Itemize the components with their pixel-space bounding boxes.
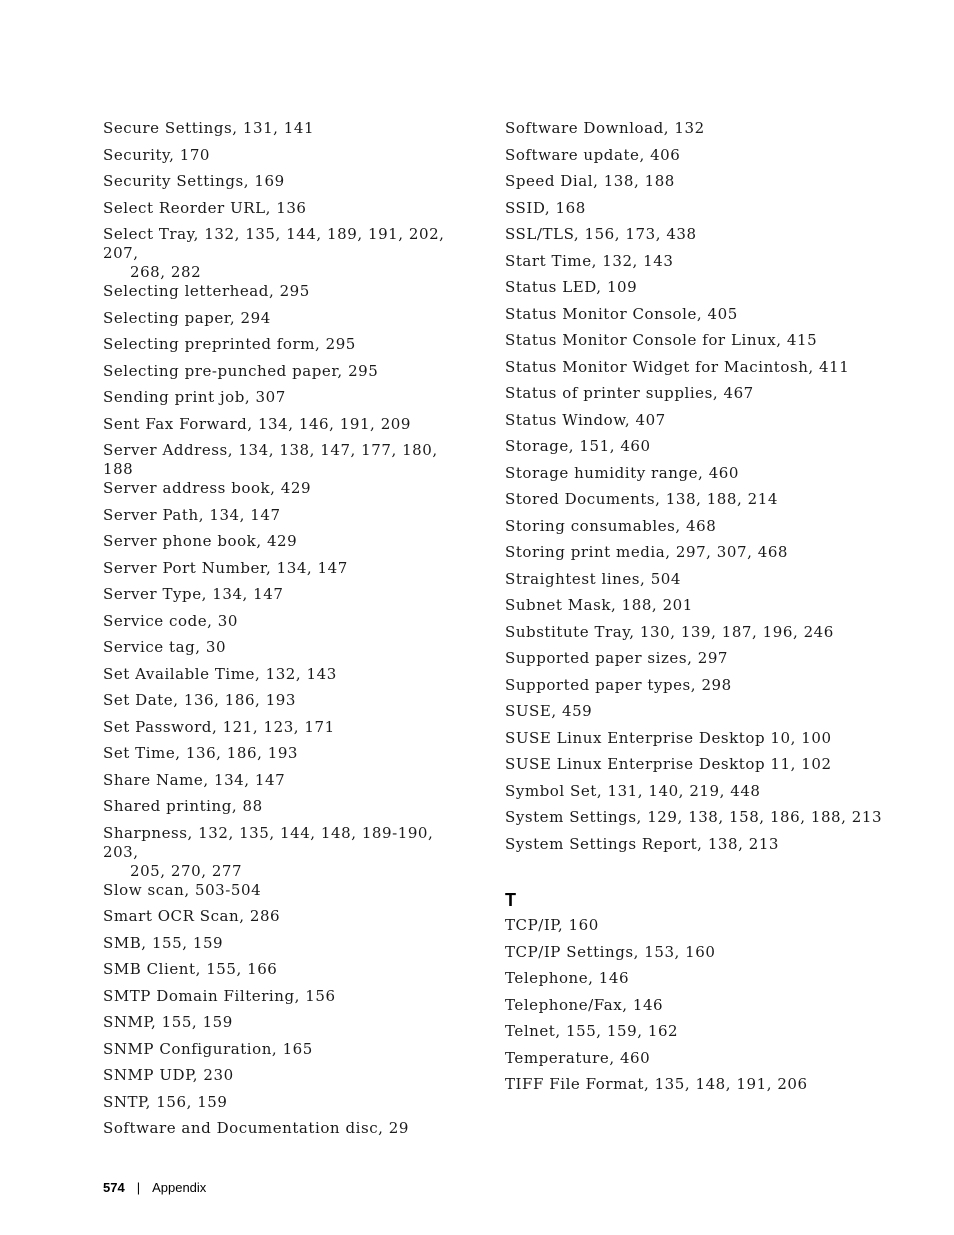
- index-entry: Storing print media, 297, 307, 468: [505, 543, 789, 561]
- index-entry: Status of printer supplies, 467: [505, 384, 754, 402]
- index-entry: [103, 146, 463, 173]
- index-entry: Status LED, 109: [505, 278, 638, 296]
- index-entry: [103, 881, 463, 908]
- index-entry: [103, 199, 463, 226]
- index-entry: Stored Documents, 138, 188, 214: [505, 490, 778, 508]
- index-entry-text: Server Address, 134, 138, 147, 177, 180, 188: [103, 441, 438, 478]
- index-entry: [103, 585, 463, 612]
- index-entry: TIFF File Format, 135, 148, 191, 206: [505, 1075, 808, 1093]
- index-entry: Storing consumables, 468: [505, 516, 717, 535]
- index-entry-text: Security Settings, 169: [103, 172, 285, 190]
- index-entry: SUSE, 459: [505, 702, 593, 720]
- page-footer: [103, 1180, 206, 1195]
- index-entry: [103, 388, 463, 415]
- index-entry-text: Shared printing, 88: [103, 797, 263, 815]
- index-entry: Speed Dial, 138, 188: [505, 172, 675, 190]
- index-entry: [103, 612, 463, 639]
- index-entry: Status Monitor Console for Linux, 415: [505, 331, 818, 349]
- index-entry-text: Set Available Time, 132, 143: [103, 664, 337, 683]
- index-entry: SSID, 168: [505, 198, 586, 217]
- index-entry: [103, 824, 463, 881]
- index-entry: [103, 691, 463, 718]
- index-entry-text: Set Password, 121, 123, 171: [103, 717, 335, 736]
- index-entry: Status Monitor Widget for Macintosh, 411: [505, 357, 850, 376]
- index-entry-text: Server address book, 429: [103, 479, 312, 497]
- index-entry-text: SNMP UDP, 230: [103, 1066, 234, 1084]
- index-entry: [103, 172, 463, 199]
- index-column-left: [103, 119, 463, 1146]
- index-entry: Software Download, 132: [505, 119, 705, 137]
- index-entry-text: Selecting paper, 294: [103, 308, 271, 327]
- index-entry: Supported paper types, 298: [505, 675, 732, 694]
- index-entry: [103, 771, 463, 798]
- index-entry: [103, 1066, 463, 1093]
- index-entry: Substitute Tray, 130, 139, 187, 196, 246: [505, 622, 834, 641]
- index-entry: SSL/TLS, 156, 173, 438: [505, 225, 697, 243]
- index-entry: TCP/IP Settings, 153, 160: [505, 942, 716, 961]
- index-entry: [103, 119, 463, 146]
- index-entry-text: SNTP, 156, 159: [103, 1092, 228, 1111]
- index-entry: [103, 1119, 463, 1146]
- index-entry: [103, 282, 463, 309]
- index-entry: [103, 987, 463, 1014]
- index-entry: Telephone, 146: [505, 969, 630, 987]
- index-column-right: [505, 119, 905, 1102]
- index-entry: Telephone/Fax, 146: [505, 995, 664, 1014]
- footer-separator: |: [136, 1180, 141, 1195]
- index-entry: [103, 362, 463, 389]
- page-number: 574: [103, 1180, 125, 1195]
- index-entry-continuation: 205, 270, 277: [130, 861, 243, 880]
- index-entry-text: Share Name, 134, 147: [103, 770, 286, 789]
- index-entry-text: Service code, 30: [103, 611, 238, 630]
- index-entry-text: Service tag, 30: [103, 638, 227, 656]
- index-entry-text: Server phone book, 429: [103, 532, 298, 550]
- index-entry-text: Server Path, 134, 147: [103, 505, 281, 524]
- index-entry: System Settings Report, 138, 213: [505, 834, 780, 853]
- index-entry: [103, 797, 463, 824]
- index-entry: Status Monitor Console, 405: [505, 304, 738, 323]
- index-entry-text: Secure Settings, 131, 141: [103, 119, 315, 137]
- index-entry-text: Set Date, 136, 186, 193: [103, 691, 296, 709]
- index-entry: [103, 479, 463, 506]
- index-entry: [103, 1093, 463, 1120]
- index-entry: Temperature, 460: [505, 1048, 651, 1067]
- index-section-letter: T: [505, 890, 517, 910]
- index-entry-text: SMB, 155, 159: [103, 933, 224, 952]
- index-entry: Supported paper sizes, 297: [505, 649, 729, 667]
- index-entry-text: Select Reorder URL, 136: [103, 198, 307, 217]
- index-entry: Straightest lines, 504: [505, 569, 681, 588]
- index-entry: [103, 1040, 463, 1067]
- index-entry-text: Selecting pre-punched paper, 295: [103, 361, 379, 380]
- index-entry-text: Smart OCR Scan, 286: [103, 907, 281, 925]
- index-entry: [103, 225, 463, 282]
- index-entry: SUSE Linux Enterprise Desktop 10, 100: [505, 728, 832, 747]
- index-entry: [103, 506, 463, 533]
- index-entry: [103, 665, 463, 692]
- index-entry: [103, 638, 463, 665]
- index-entry-text: Sending print job, 307: [103, 388, 286, 406]
- index-entry: [103, 335, 463, 362]
- index-entry: Telnet, 155, 159, 162: [505, 1022, 679, 1040]
- index-entry: [103, 960, 463, 987]
- index-entry-text: Software and Documentation disc, 29: [103, 1119, 409, 1137]
- index-entry: [103, 309, 463, 336]
- index-entry: Storage humidity range, 460: [505, 463, 739, 482]
- index-entry: [103, 415, 463, 442]
- index-entry-text: Slow scan, 503-504: [103, 880, 262, 899]
- index-entry-text: Selecting letterhead, 295: [103, 282, 310, 300]
- index-entry: [103, 441, 463, 479]
- footer-section-name: Appendix: [152, 1180, 207, 1195]
- index-entry-text: Server Port Number, 134, 147: [103, 558, 348, 577]
- index-entry: SUSE Linux Enterprise Desktop 11, 102: [505, 755, 832, 773]
- index-entry-text: Server Type, 134, 147: [103, 585, 284, 603]
- index-entry: Status Window, 407: [505, 410, 666, 429]
- index-entry: Symbol Set, 131, 140, 219, 448: [505, 781, 761, 800]
- index-entry-text: SNMP Configuration, 165: [103, 1039, 313, 1058]
- index-entry: [103, 907, 463, 934]
- index-entry: [103, 1013, 463, 1040]
- index-entry: Start Time, 132, 143: [505, 251, 674, 270]
- index-entry-continuation: 268, 282: [130, 263, 202, 281]
- index-entry: System Settings, 129, 138, 158, 186, 188, 213: [505, 808, 883, 826]
- index-entry-text: Set Time, 136, 186, 193: [103, 744, 299, 762]
- index-entry: [103, 744, 463, 771]
- index-entry: TCP/IP, 160: [505, 916, 599, 934]
- index-entry: [103, 532, 463, 559]
- index-entry-text: Selecting preprinted form, 295: [103, 335, 356, 353]
- index-entry: [103, 934, 463, 961]
- index-entry-text: SNMP, 155, 159: [103, 1013, 233, 1031]
- index-entry-text: SMTP Domain Filtering, 156: [103, 986, 336, 1005]
- index-entry: Subnet Mask, 188, 201: [505, 596, 693, 614]
- index-entry-text: Sharpness, 132, 135, 144, 148, 189-190, 203,: [103, 823, 434, 861]
- index-entry-text: SMB Client, 155, 166: [103, 960, 278, 978]
- index-entry-text: Select Tray, 132, 135, 144, 189, 191, 202, 207,: [103, 225, 445, 262]
- index-entry: Software update, 406: [505, 145, 681, 164]
- index-entry-text: Sent Fax Forward, 134, 146, 191, 209: [103, 414, 411, 433]
- index-entry: Storage, 151, 460: [505, 437, 651, 455]
- index-entry: [103, 718, 463, 745]
- index-entry: [103, 559, 463, 586]
- index-entry-text: Security, 170: [103, 145, 211, 164]
